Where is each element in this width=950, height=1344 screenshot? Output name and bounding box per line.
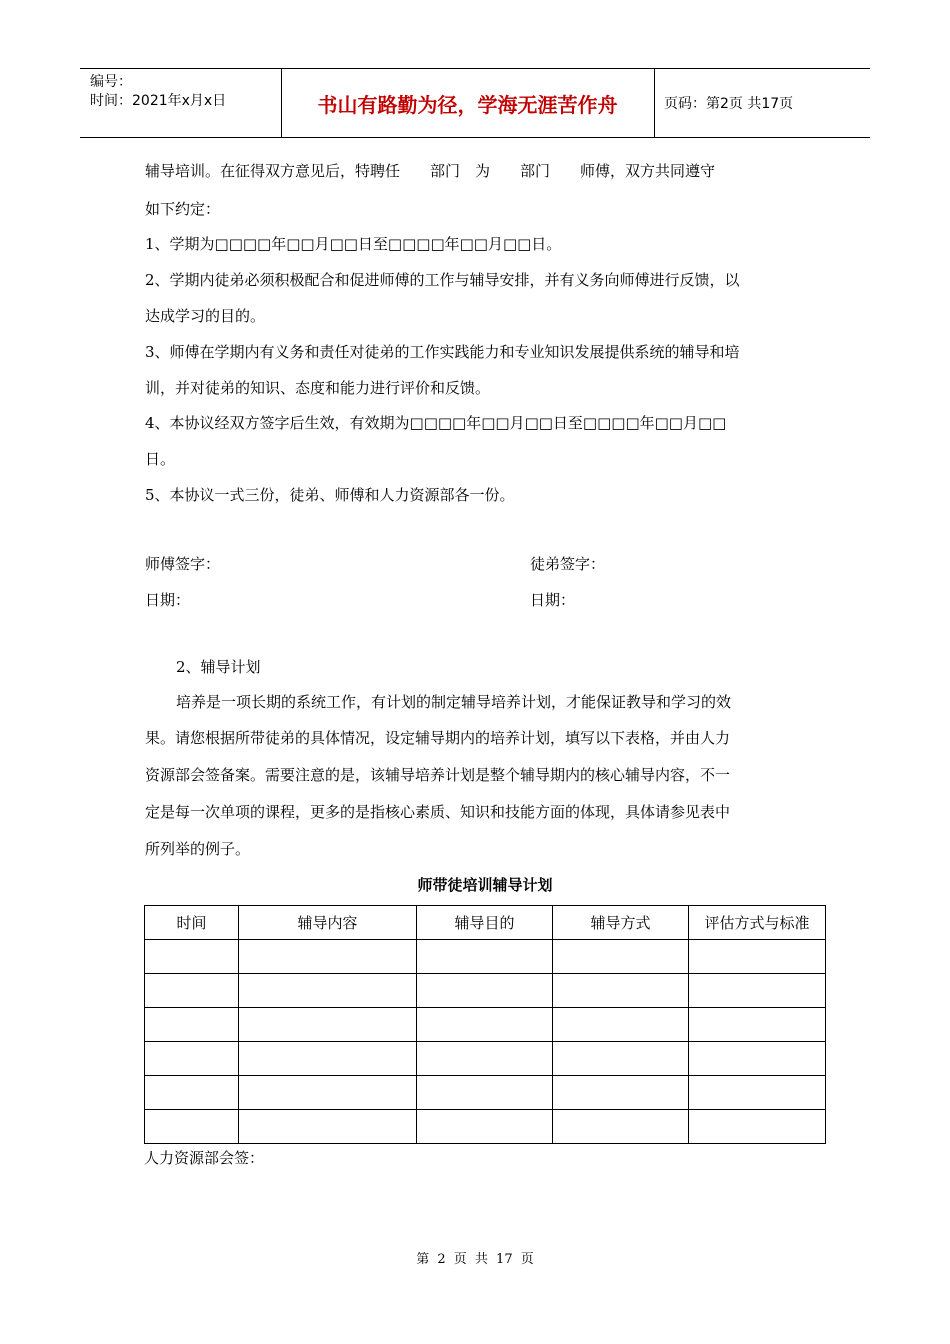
tutoring-plan-table: [144, 905, 826, 1144]
table-cell[interactable]: [239, 1110, 417, 1144]
header-motto: 书山有路勤为径，学海无涯苦作舟: [317, 92, 618, 117]
table-cell[interactable]: [553, 1110, 689, 1144]
agreement-item-5: 5、本协议一式三份，徒弟、师傅和人力资源部各一份。: [145, 486, 515, 504]
agreement-item-3: 3、师傅在学期内有义务和责任对徒弟的工作实践能力和专业知识发展提供系统的辅导和培: [145, 343, 740, 361]
agreement-item-2: 2、学期内徒弟必须积极配合和促进师傅的工作与辅导安排，并有义务向师傅进行反馈，以: [145, 271, 740, 289]
section-paragraph-line: 果。请您根据所带徒弟的具体情况，设定辅导期内的培养计划，填写以下表格，并由人力: [145, 729, 731, 747]
table-cell[interactable]: [553, 1076, 689, 1110]
section-paragraph-line: 培养是一项长期的系统工作，有计划的制定辅导培养计划，才能保证教导和学习的效: [176, 693, 732, 711]
table-row: [145, 940, 826, 974]
table-cell[interactable]: [239, 974, 417, 1008]
table-row: [145, 1042, 826, 1076]
agreement-item-2-cont: 达成学习的目的。: [145, 307, 266, 325]
paragraph-line: 如下约定：: [145, 200, 221, 218]
table-cell[interactable]: [417, 1076, 553, 1110]
column-header-time: 时间: [145, 906, 239, 940]
agreement-item-4: 4、本协议经双方签字后生效，有效期为□□□□年□□月□□日至□□□□年□□月□□: [145, 414, 727, 432]
table-cell[interactable]: [553, 1042, 689, 1076]
table-cell[interactable]: [689, 1076, 826, 1110]
column-header-evaluation: 评估方式与标准: [689, 906, 826, 940]
table-cell[interactable]: [553, 940, 689, 974]
section-paragraph-line: 所列举的例子。: [145, 840, 251, 858]
hr-countersign-label: 人力资源部会签：: [144, 1149, 265, 1167]
agreement-item-4-cont: 日。: [145, 450, 176, 468]
section-heading: 2、辅导计划: [176, 658, 261, 676]
table-cell[interactable]: [689, 974, 826, 1008]
table-cell[interactable]: [145, 1008, 239, 1042]
column-header-purpose: 辅导目的: [417, 906, 553, 940]
table-cell[interactable]: [689, 1042, 826, 1076]
master-signature-label: 师傅签字：: [145, 555, 221, 573]
table-cell[interactable]: [145, 940, 239, 974]
table-cell[interactable]: [689, 940, 826, 974]
table-cell[interactable]: [239, 1076, 417, 1110]
header-meta: [90, 73, 226, 111]
table-cell[interactable]: [417, 974, 553, 1008]
header-page-info: 页码：第2页 共17页: [664, 96, 794, 112]
apprentice-date-label: 日期：: [530, 591, 576, 609]
table-row: [145, 974, 826, 1008]
table-cell[interactable]: [145, 1110, 239, 1144]
table-cell[interactable]: [239, 1008, 417, 1042]
table-row: [145, 1008, 826, 1042]
table-header-row: [145, 906, 826, 940]
table-cell[interactable]: [145, 1042, 239, 1076]
table-cell[interactable]: [145, 1076, 239, 1110]
table-cell[interactable]: [239, 1042, 417, 1076]
table-cell[interactable]: [689, 1110, 826, 1144]
agreement-item-1: 1、学期为□□□□年□□月□□日至□□□□年□□月□□日。: [145, 235, 562, 253]
table-cell[interactable]: [417, 1008, 553, 1042]
column-header-content: 辅导内容: [239, 906, 417, 940]
table-title: 师带徒培训辅导计划: [417, 876, 553, 894]
table-row: [145, 1076, 826, 1110]
apprentice-signature-label: 徒弟签字：: [530, 555, 606, 573]
page-footer: 第 2 页 共 17 页: [416, 1252, 534, 1267]
table-cell[interactable]: [417, 1042, 553, 1076]
table-cell[interactable]: [689, 1008, 826, 1042]
table-cell[interactable]: [553, 974, 689, 1008]
column-header-method: 辅导方式: [553, 906, 689, 940]
table-cell[interactable]: [417, 940, 553, 974]
master-date-label: 日期：: [145, 591, 191, 609]
section-paragraph-line: 资源部会签备案。需要注意的是，该辅导培养计划是整个辅导期内的核心辅导内容，不一: [145, 766, 731, 784]
header-divider-right: [654, 69, 655, 137]
document-number: 编号：: [90, 74, 132, 90]
table-cell[interactable]: [145, 974, 239, 1008]
table-cell[interactable]: [417, 1110, 553, 1144]
table-cell[interactable]: [553, 1008, 689, 1042]
table-row: [145, 1110, 826, 1144]
page-header: [80, 68, 870, 138]
document-date: 时间：2021年x月x日: [90, 93, 227, 109]
paragraph-line: 辅导培训。在征得双方意见后，特聘任 部门 为 部门 师傅，双方共同遵守: [145, 162, 716, 180]
agreement-item-3-cont: 训，并对徒弟的知识、态度和能力进行评价和反馈。: [145, 379, 491, 397]
table-cell[interactable]: [239, 940, 417, 974]
section-paragraph-line: 定是每一次单项的课程，更多的是指核心素质、知识和技能方面的体现，具体请参见表中: [145, 803, 731, 821]
